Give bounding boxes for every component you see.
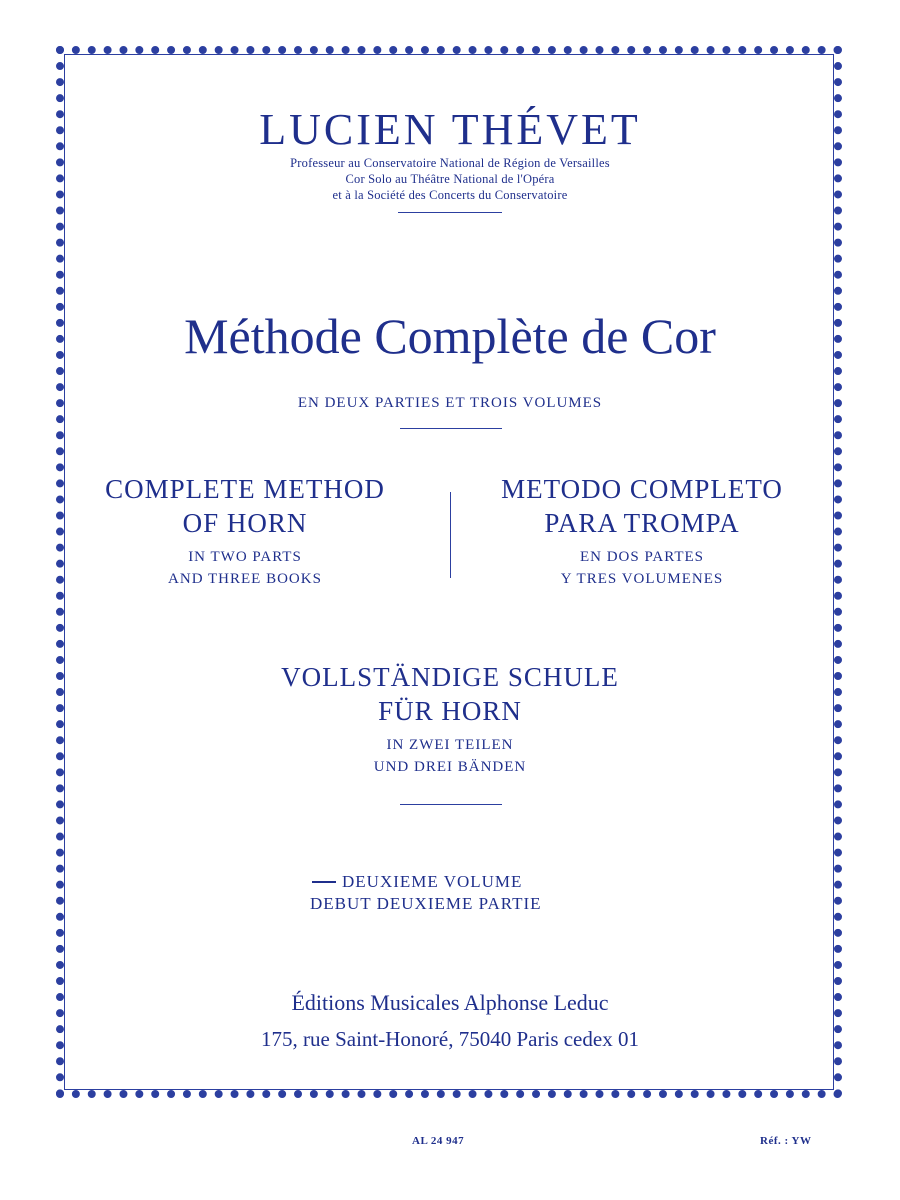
english-sub-2: AND THREE BOOKS [168,571,322,587]
author-name: LUCIEN THÉVET [259,105,641,154]
volume-line-2: DEBUT DEUXIEME PARTIE [310,894,542,913]
english-title-block [65,472,425,590]
publisher-address: 175, rue Saint-Honoré, 75040 Paris cedex 01 [261,1027,639,1051]
spanish-sub-2: Y TRES VOLUMENES [560,571,724,587]
column-divider [450,492,451,578]
german-divider [400,804,502,805]
german-sub-1: IN ZWEI TEILEN [386,737,514,753]
reference-code: Réf. : YW [760,1135,812,1147]
english-heading-2: OF HORN [182,508,308,538]
author-divider [398,212,502,213]
english-heading-1: COMPLETE METHOD [105,474,385,504]
spanish-heading-2: PARA TROMPA [544,508,740,538]
page-subtitle: EN DEUX PARTIES ET TROIS VOLUMES [297,395,603,411]
spanish-title-block [462,472,822,590]
volume-line-1: DEUXIEME VOLUME [342,872,523,891]
title-divider [400,428,502,429]
german-title-block [0,660,900,778]
author-credential-3: et à la Société des Concerts du Conservatoire [332,188,568,202]
dash-mark [312,881,336,883]
author-credential-1: Professeur au Conservatoire National de Région de Versailles [290,156,610,170]
volume-block [310,872,610,914]
german-heading-1: VOLLSTÄNDIGE SCHULE [281,662,619,692]
page-title: Méthode Complète de Cor [184,308,716,364]
publisher-name: Éditions Musicales Alphonse Leduc [291,990,609,1015]
spanish-heading-1: METODO COMPLETO [501,474,783,504]
catalog-number: AL 24 947 [412,1135,465,1147]
spanish-sub-1: EN DOS PARTES [579,549,705,565]
german-sub-2: UND DREI BÄNDEN [373,759,527,775]
german-heading-2: FÜR HORN [378,696,522,726]
author-credential-2: Cor Solo au Théâtre National de l'Opéra [345,172,555,186]
english-sub-1: IN TWO PARTS [188,549,302,565]
